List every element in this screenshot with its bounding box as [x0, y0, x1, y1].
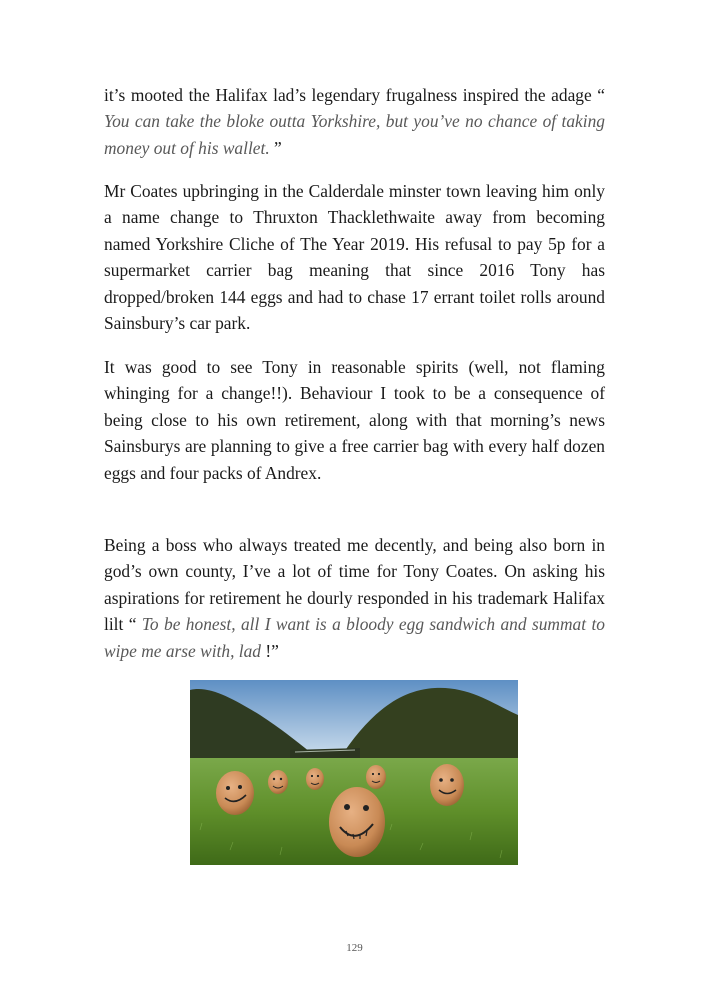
- paragraph-4-closing: !”: [261, 640, 279, 661]
- paragraph-1: [104, 82, 605, 161]
- eggs-on-grass-photo: [190, 680, 518, 865]
- paragraph-4-text: Being a boss who always treated me decently, and being also born in god’s own county, I’ve a lot of time for Tony Coates. On asking his aspirations for retirement he dourly responded in his trademark Halifax lilt “: [104, 535, 605, 635]
- paragraph-1-closing: ”: [269, 137, 282, 158]
- paragraph-4: [104, 532, 605, 664]
- egg-right: [430, 764, 464, 806]
- paragraph-1-text: it’s mooted the Halifax lad’s legendary frugalness inspired the adage “: [104, 85, 605, 105]
- egg-small-3: [366, 765, 386, 789]
- egg-front-center: [329, 787, 385, 857]
- egg-left: [216, 771, 254, 815]
- paragraph-3: It was good to see Tony in reasonable spirits (well, not flaming whinging for a change!!). Behaviour I took to be a consequence of being close to his own retirement, along with that morning’s news Sainsburys are planning to give a free carrier bag with every half dozen eggs and four packs of Andrex.: [104, 357, 605, 483]
- page-number: 129: [346, 942, 363, 954]
- paragraph-1-quote: You can take the bloke outta Yorkshire, but you’ve no chance of taking money out of his wallet.: [104, 111, 605, 158]
- paragraph-4-quote: To be honest, all I want is a bloody egg sandwich and summat to wipe me arse with, lad: [104, 614, 605, 661]
- egg-small-2: [306, 768, 324, 790]
- paragraph-2: Mr Coates upbringing in the Calderdale minster town leaving him only a name change to Thruxton Thacklethwaite away from becoming named Yorkshire Cliche of The Year 2019. His refusal to pay 5p for a supermarket carrier bag meaning that since 2016 Tony has dropped/broken 144 eggs and had to chase 17 errant toilet rolls around Sainsbury’s car park.: [104, 181, 605, 334]
- egg-small-1: [268, 770, 288, 794]
